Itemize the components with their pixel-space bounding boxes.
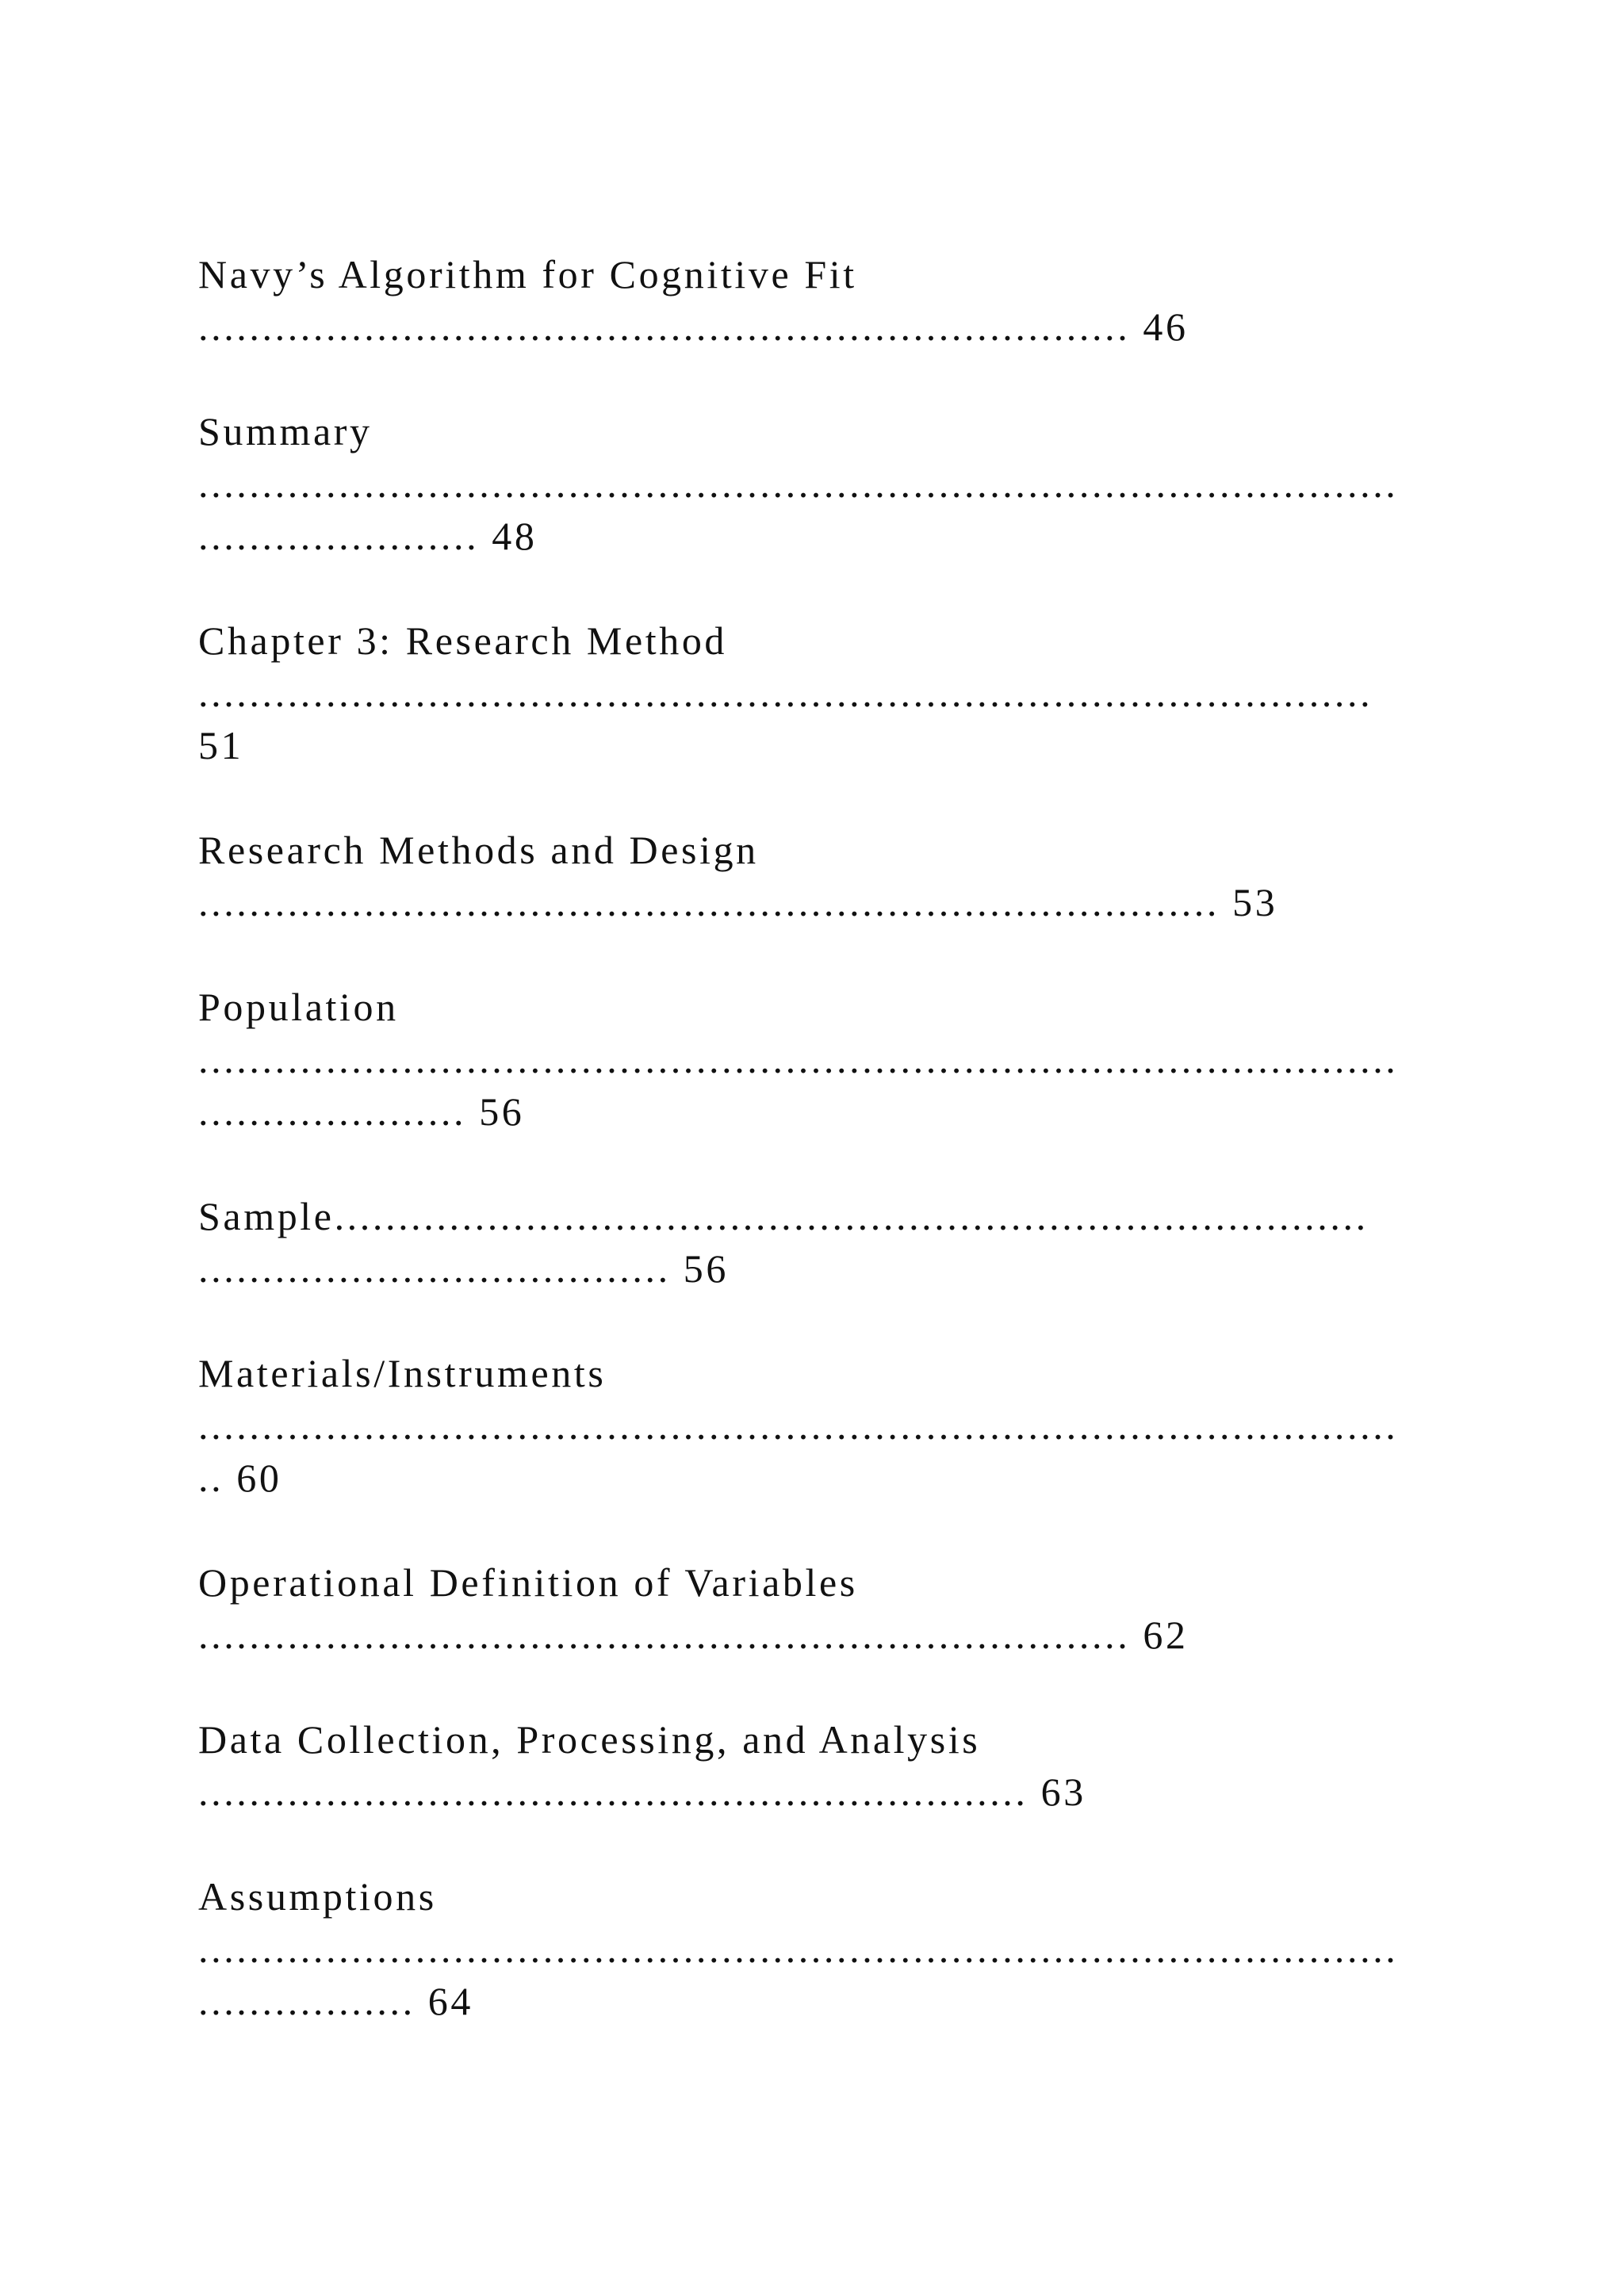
toc-entry-population [198,981,1435,1138]
toc-entry-data-collection [198,1713,1435,1818]
toc-entry-title: Materials/Instruments [198,1351,607,1395]
toc-entry-title: Chapter 3: Research Method [198,618,728,663]
toc-entry-title: Population [198,985,399,1029]
toc-entry-leader-continued: ...................... 48 [198,514,538,558]
toc-entry-title: Research Methods and Design [198,828,759,872]
toc-entry-leader: ......................................................................... 46 [198,304,1189,349]
toc-entry-title-with-leader: Sample................................................................................. [198,1194,1369,1238]
toc-entry-chapter-3 [198,614,1435,771]
toc-entry-summary [198,405,1435,562]
toc-entry-leader-continued: ................. 64 [198,1979,473,2023]
toc-entry-leader: .............................................................................................. [198,1403,1399,1448]
toc-entry-leader: .............................................................................................. [198,1927,1399,1971]
toc-entry-leader-continued: 51 [198,723,244,767]
toc-entry-title: Summary [198,409,373,453]
toc-entry-title: Operational Definition of Variables [198,1560,858,1605]
toc-entry-leader: .............................................................................................. [198,461,1399,506]
toc-entry-research-methods [198,824,1435,928]
toc-entry-sample [198,1190,1435,1295]
toc-entry-title: Navy’s Algorithm for Cognitive Fit [198,252,857,297]
toc-entry-leader-continued: ..................................... 56 [198,1246,729,1291]
toc-entry-leader: ......................................................................... 62 [198,1613,1189,1657]
toc-entry-leader: ................................................................. 63 [198,1770,1086,1814]
toc-entry-title: Data Collection, Processing, and Analysis [198,1717,981,1762]
toc-entry-assumptions [198,1870,1435,2027]
toc-entry-title: Assumptions [198,1874,437,1919]
toc-entry-materials [198,1347,1435,1504]
toc-entry-operational-definition [198,1556,1435,1661]
toc-entry-leader: ............................................................................................ [198,671,1373,715]
toc-entry-leader-continued: ..................... 56 [198,1089,525,1134]
toc-entry-navys-algorithm [198,248,1435,353]
toc-entry-leader-continued: .. 60 [198,1456,282,1500]
toc-entry-leader: ................................................................................ 53 [198,880,1278,924]
toc-entry-leader: .............................................................................................. [198,1037,1399,1081]
